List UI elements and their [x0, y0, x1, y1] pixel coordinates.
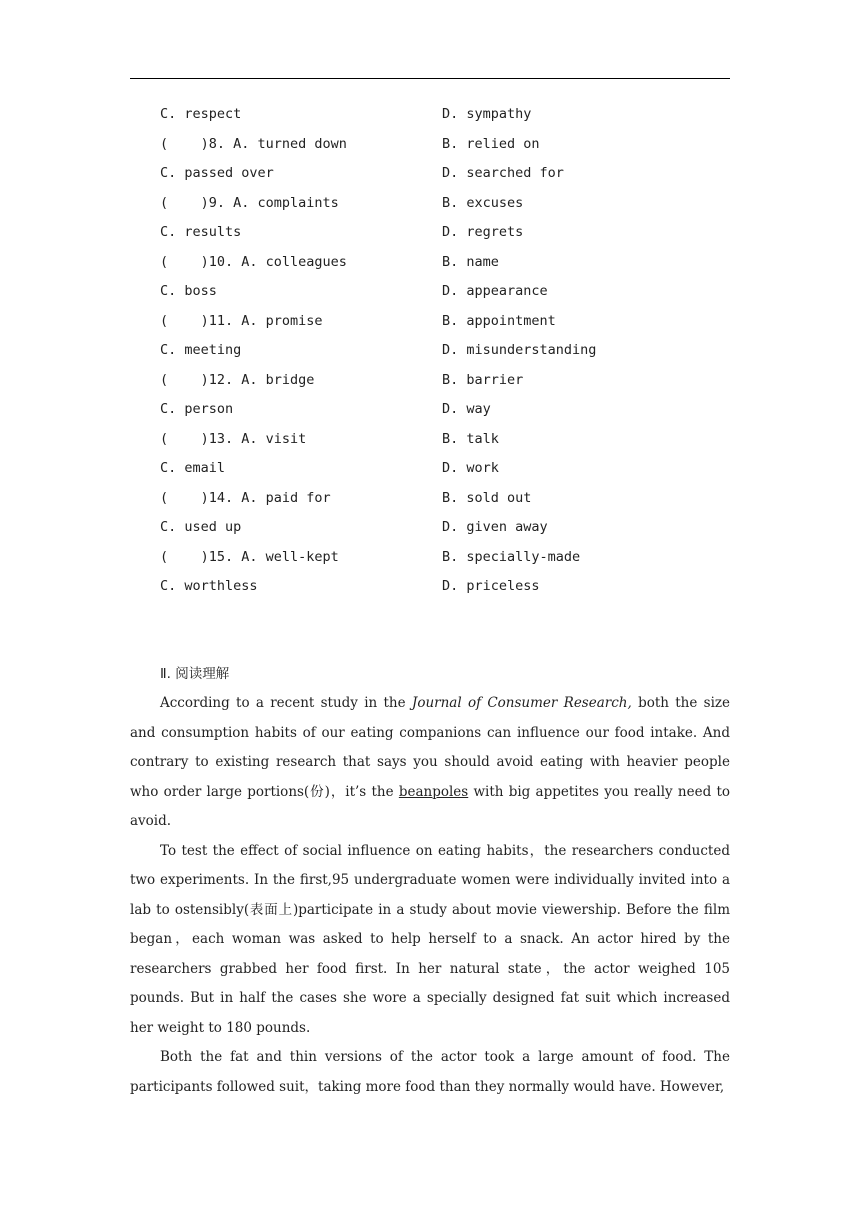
option-right: B. talk — [442, 430, 499, 447]
option-row — [160, 454, 730, 484]
option-left: ( )13. A. visit — [160, 430, 307, 447]
option-left: ( )10. A. colleagues — [160, 253, 347, 270]
passage-paragraph-3: Both the fat and thin versions of the actor took a large amount of food. The participants followed suit，taking more food than they normally would have. However, — [130, 1049, 730, 1095]
option-left: C. results — [160, 224, 242, 240]
option-right: D. misunderstanding — [442, 342, 597, 358]
passage-paragraph-1 — [130, 689, 730, 837]
section-title: Ⅱ. 阅读理解 — [160, 666, 230, 682]
option-right: D. way — [442, 401, 491, 417]
option-row — [160, 248, 730, 278]
option-left: C. used up — [160, 519, 242, 535]
passage-text: both the size and consumption habits of our eating companions can influence our food intake. And contrary to existing research that says you should avoid eating with heavier people who order large portions(份)，it’s the — [130, 695, 730, 800]
option-row — [160, 218, 730, 248]
option-left: C. boss — [160, 283, 217, 299]
option-left: C. passed over — [160, 165, 274, 181]
option-right: D. priceless — [442, 578, 540, 594]
option-row — [160, 513, 730, 543]
option-row — [160, 572, 730, 602]
option-right: B. barrier — [442, 371, 524, 388]
option-left: C. respect — [160, 106, 242, 122]
passage-paragraph-2: To test the effect of social influence on eating habits，the researchers conducted two experiments. In the first,95 undergraduate women were individually invited into a lab to ostensibly(表面上)participate in a study about movie viewership. Before the film began，each woman was asked to help herself to a snack. An actor hired by the researchers grabbed her food first. In her natural state，the actor weighed 105 pounds. But in half the cases she wore a specially designed fat suit which increased her weight to 180 pounds. — [130, 842, 730, 1036]
option-row — [160, 159, 730, 189]
journal-title: Journal of Consumer Research, — [411, 695, 632, 711]
option-left: ( )15. A. well-kept — [160, 548, 339, 565]
option-left: C. person — [160, 401, 234, 417]
option-row — [160, 130, 730, 160]
option-row — [160, 543, 730, 573]
option-right: B. appointment — [442, 312, 556, 329]
option-right: B. name — [442, 253, 499, 270]
option-right: D. regrets — [442, 224, 524, 240]
option-left: ( )11. A. promise — [160, 312, 323, 329]
option-left: C. meeting — [160, 342, 242, 358]
option-right: D. given away — [442, 519, 548, 535]
option-right: B. specially-made — [442, 548, 581, 565]
option-left: ( )14. A. paid for — [160, 489, 331, 506]
option-left: ( )8. A. turned down — [160, 135, 347, 152]
option-row — [160, 307, 730, 337]
option-row — [160, 395, 730, 425]
option-row — [160, 277, 730, 307]
reading-passage — [130, 689, 730, 1102]
options-list — [160, 100, 730, 602]
underlined-word: beanpoles — [398, 783, 469, 800]
passage-text: with big appetites you really need to avoid. — [130, 783, 731, 829]
option-left: ( )12. A. bridge — [160, 371, 315, 388]
option-right: D. searched for — [442, 165, 564, 181]
option-right: D. sympathy — [442, 106, 532, 122]
option-right: B. sold out — [442, 489, 532, 506]
header-rule — [130, 78, 730, 79]
option-row — [160, 189, 730, 219]
option-row — [160, 366, 730, 396]
option-row — [160, 336, 730, 366]
passage-text: According to a recent study in the — [160, 695, 412, 711]
option-left: ( )9. A. complaints — [160, 194, 339, 211]
option-left: C. email — [160, 460, 226, 476]
option-row — [160, 100, 730, 130]
option-right: D. work — [442, 460, 499, 476]
option-row — [160, 484, 730, 514]
option-right: B. relied on — [442, 135, 540, 152]
option-left: C. worthless — [160, 578, 258, 594]
option-right: B. excuses — [442, 194, 524, 211]
option-row — [160, 425, 730, 455]
option-right: D. appearance — [442, 283, 548, 299]
